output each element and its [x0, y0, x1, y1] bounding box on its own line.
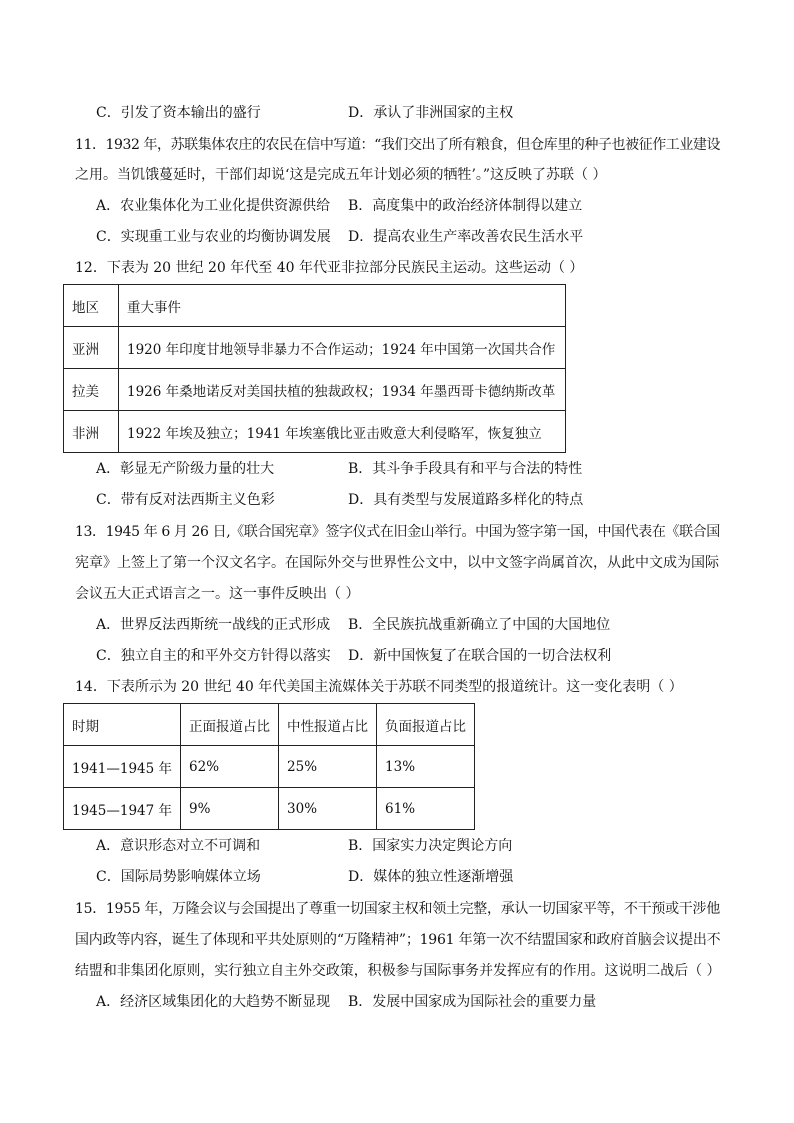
table-cell: 62%: [181, 746, 279, 788]
table-cell: 非洲: [64, 411, 119, 453]
q14-option-a: A．意识形态对立不可调和: [96, 838, 261, 854]
q11-option-d: D．提高农业生产率改善农民生活水平: [348, 229, 584, 245]
q11-stem-line-2: 之用。当饥饿蔓延时，干部们却说‘这是完成五年计划必须的牺牲’。”这反映了苏联（ ）: [75, 167, 607, 183]
q12-option-b: B．其斗争手段具有和平与合法的特性: [348, 461, 583, 477]
q12-option-a: A．彰显无产阶级力量的壮大: [96, 461, 275, 477]
table-row: [64, 327, 566, 369]
q11-stem-line-1: 11．1932 年，苏联集体农庄的农民在信中写道：“我们交出了所有粮食，但仓库里的种子也被征作工业建设: [75, 137, 721, 153]
q11-option-a: A．农业集体化为工业化提供资源供给: [96, 198, 331, 214]
table-row: [64, 411, 566, 453]
q11-option-b: B．高度集中的政治经济体制得以建立: [348, 198, 583, 214]
q15-option-b: B．发展中国家成为国际社会的重要力量: [348, 994, 597, 1010]
q13-stem-line-1: 13．1945 年 6 月 26 日,《联合国宪章》签字仪式在旧金山举行。中国为签字第一国，中国代表在《联合国: [75, 524, 720, 540]
table-cell: 1926 年桑地诺反对美国扶植的独裁政权；1934 年墨西哥卡德纳斯改革: [119, 369, 566, 411]
q13-option-b: B．全民族抗战重新确立了中国的大国地位: [348, 617, 611, 633]
q10-option-d: D．承认了非洲国家的主权: [348, 105, 514, 121]
table-cell: 25%: [279, 746, 377, 788]
q14-option-b: B．国家实力决定舆论方向: [348, 838, 513, 854]
table-header-row: [64, 285, 566, 327]
q14-option-c: C．国际局势影响媒体立场: [96, 869, 261, 885]
q15-stem-line-2: 国内政等内容，诞生了体现和平共处原则的“万隆精神”；1961 年第一次不结盟国家和政府首脑会议提出不: [75, 932, 721, 948]
q13-stem-line-2: 宪章》上签上了第一个汉文名字。在国际外交与世界性公文中，以中文签字尚属首次，从此中文成为国际: [75, 555, 719, 571]
table-header-cell: 时期: [64, 704, 181, 746]
table-cell: 1945—1947 年: [64, 788, 181, 830]
q13-option-d: D．新中国恢复了在联合国的一切合法权利: [348, 648, 612, 664]
q14-table: [63, 703, 475, 830]
table-cell: 1922 年埃及独立；1941 年埃塞俄比亚击败意大利侵略军，恢复独立: [119, 411, 566, 453]
table-cell: 拉美: [64, 369, 119, 411]
table-cell: 13%: [377, 746, 475, 788]
q12-option-d: D．具有类型与发展道路多样化的特点: [348, 492, 584, 508]
table-header-cell: 重大事件: [119, 285, 566, 327]
table-row: [64, 369, 566, 411]
table-header-row: [64, 704, 475, 746]
q11-option-c: C．实现重工业与农业的均衡协调发展: [96, 229, 331, 245]
table-cell: 1920 年印度甘地领导非暴力不合作运动；1924 年中国第一次国共合作: [119, 327, 566, 369]
table-header-cell: 正面报道占比: [181, 704, 279, 746]
q13-stem-line-3: 会议五大正式语言之一。这一事件反映出（ ）: [75, 586, 360, 602]
q13-option-a: A．世界反法西斯统一战线的正式形成: [96, 617, 331, 633]
q12-option-c: C．带有反对法西斯主义色彩: [96, 492, 275, 508]
q15-option-a: A．经济区域集团化的大趋势不断显现: [96, 994, 331, 1010]
table-row: [64, 788, 475, 830]
table-cell: 1941—1945 年: [64, 746, 181, 788]
table-cell: 61%: [377, 788, 475, 830]
table-row: [64, 746, 475, 788]
q15-stem-line-1: 15．1955 年，万隆会议与会国提出了尊重一切国家主权和领土完整，承认一切国家平等，不干预或干涉他: [75, 901, 720, 917]
q14-option-d: D．媒体的独立性逐渐增强: [348, 869, 514, 885]
q14-stem: 14．下表所示为 20 世纪 40 年代美国主流媒体关于苏联不同类型的报道统计。这一变化表明（ ）: [75, 679, 683, 695]
table-header-cell: 中性报道占比: [279, 704, 377, 746]
q12-stem: 12．下表为 20 世纪 20 年代至 40 年代亚非拉部分民族民主运动。这些运动（ ）: [75, 260, 584, 276]
table-header-cell: 负面报道占比: [377, 704, 475, 746]
table-cell: 亚洲: [64, 327, 119, 369]
q13-option-c: C．独立自主的和平外交方针得以落实: [96, 648, 331, 664]
q10-option-c: C．引发了资本输出的盛行: [96, 105, 261, 121]
q12-table: [63, 284, 566, 453]
table-cell: 9%: [181, 788, 279, 830]
table-header-cell: 地区: [64, 285, 119, 327]
q15-stem-line-3: 结盟和非集团化原则，实行独立自主外交政策，积极参与国际事务并发挥应有的作用。这说明二战后（ ）: [75, 963, 721, 979]
table-cell: 30%: [279, 788, 377, 830]
